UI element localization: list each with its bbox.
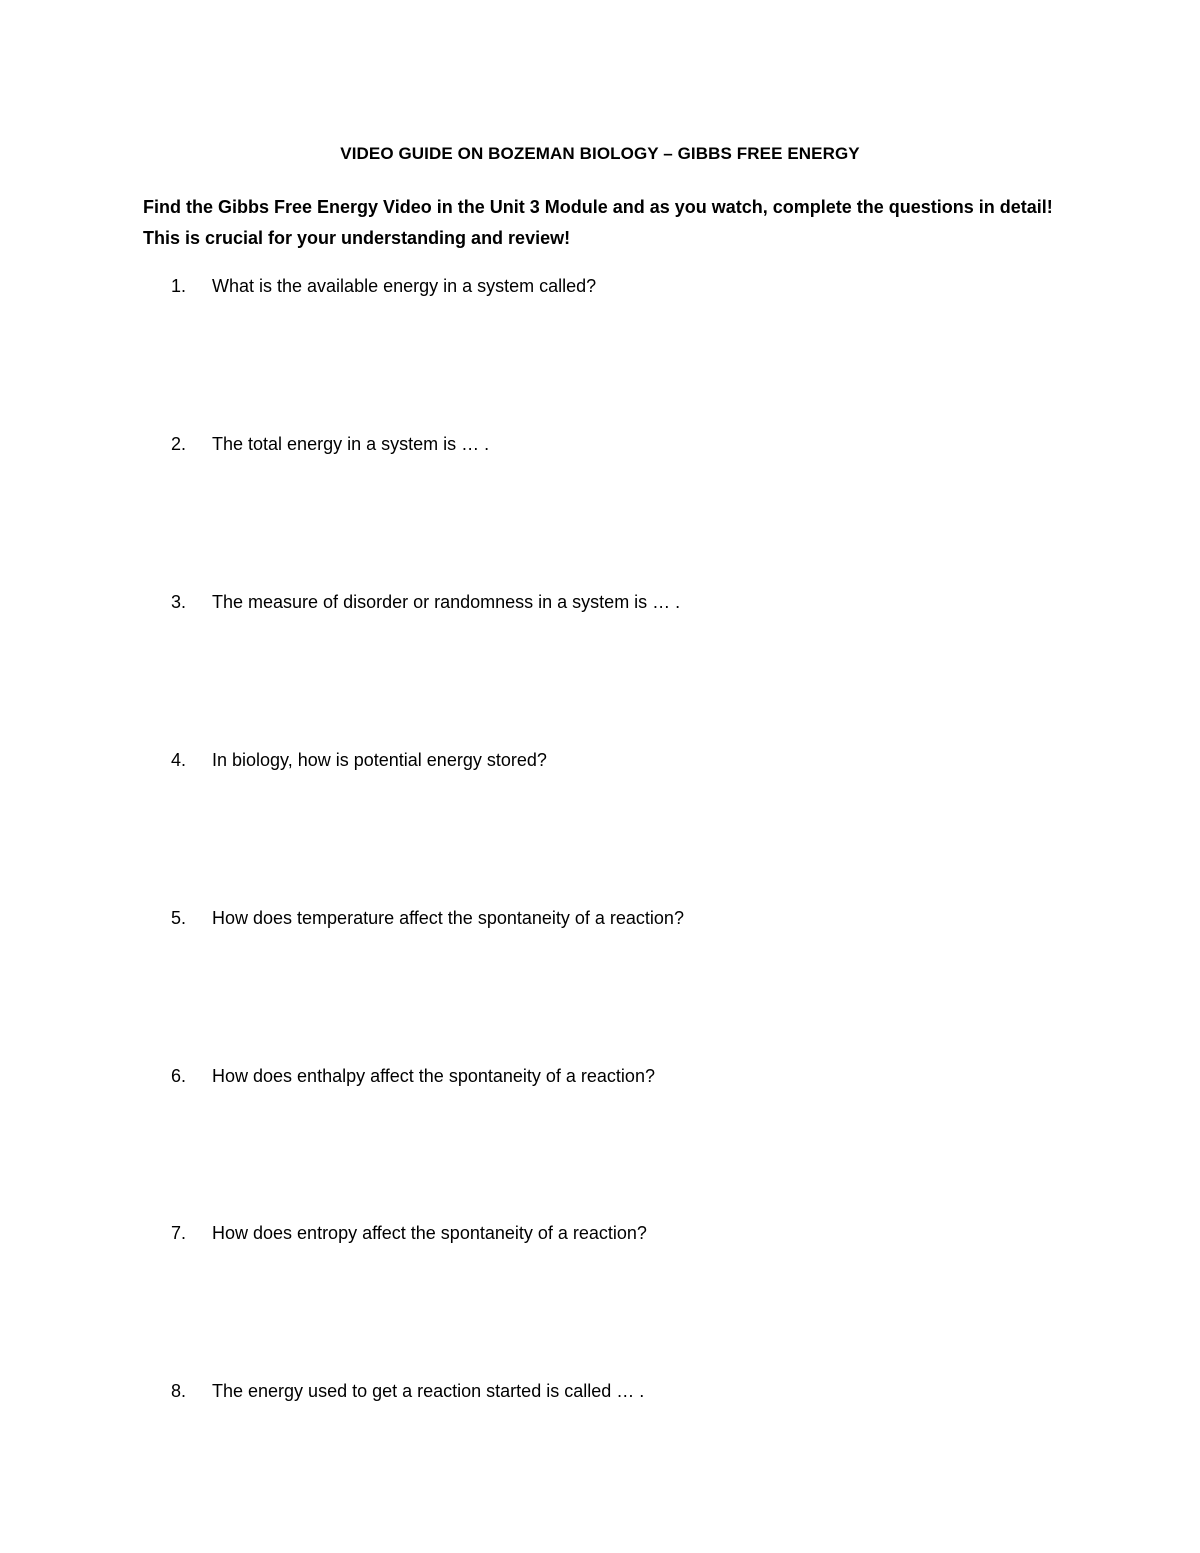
question-number: 5. bbox=[171, 908, 187, 928]
question-item bbox=[171, 590, 1071, 614]
question-number: 6. bbox=[171, 1066, 187, 1086]
question-item bbox=[171, 1221, 1071, 1245]
question-item bbox=[171, 906, 1071, 930]
question-item bbox=[171, 432, 1071, 456]
question-number: 8. bbox=[171, 1381, 187, 1401]
question-number: 1. bbox=[171, 276, 187, 296]
question-number: 7. bbox=[171, 1223, 187, 1243]
question-text: What is the available energy in a system called? bbox=[212, 276, 597, 296]
instructions-paragraph: Find the Gibbs Free Energy Video in the Unit 3 Module and as you watch, complete the questions in detail! This is crucial for your understanding and review! bbox=[143, 197, 1053, 248]
question-number: 3. bbox=[171, 592, 187, 612]
page-title: VIDEO GUIDE ON BOZEMAN BIOLOGY – GIBBS FREE ENERGY bbox=[340, 144, 860, 163]
question-text: How does temperature affect the spontaneity of a reaction? bbox=[212, 908, 684, 928]
question-item bbox=[171, 274, 1071, 298]
question-text: In biology, how is potential energy stored? bbox=[212, 750, 547, 770]
question-number: 4. bbox=[171, 750, 187, 770]
question-number: 2. bbox=[171, 434, 187, 454]
question-text: How does entropy affect the spontaneity of a reaction? bbox=[212, 1223, 647, 1243]
question-item bbox=[171, 748, 1071, 772]
question-text: The measure of disorder or randomness in a system is … . bbox=[212, 592, 681, 612]
question-text: The total energy in a system is … . bbox=[212, 434, 490, 454]
question-text: How does enthalpy affect the spontaneity of a reaction? bbox=[212, 1066, 655, 1086]
question-text: The energy used to get a reaction started is called … . bbox=[212, 1381, 645, 1401]
question-item bbox=[171, 1064, 1071, 1088]
question-item bbox=[171, 1379, 1071, 1403]
